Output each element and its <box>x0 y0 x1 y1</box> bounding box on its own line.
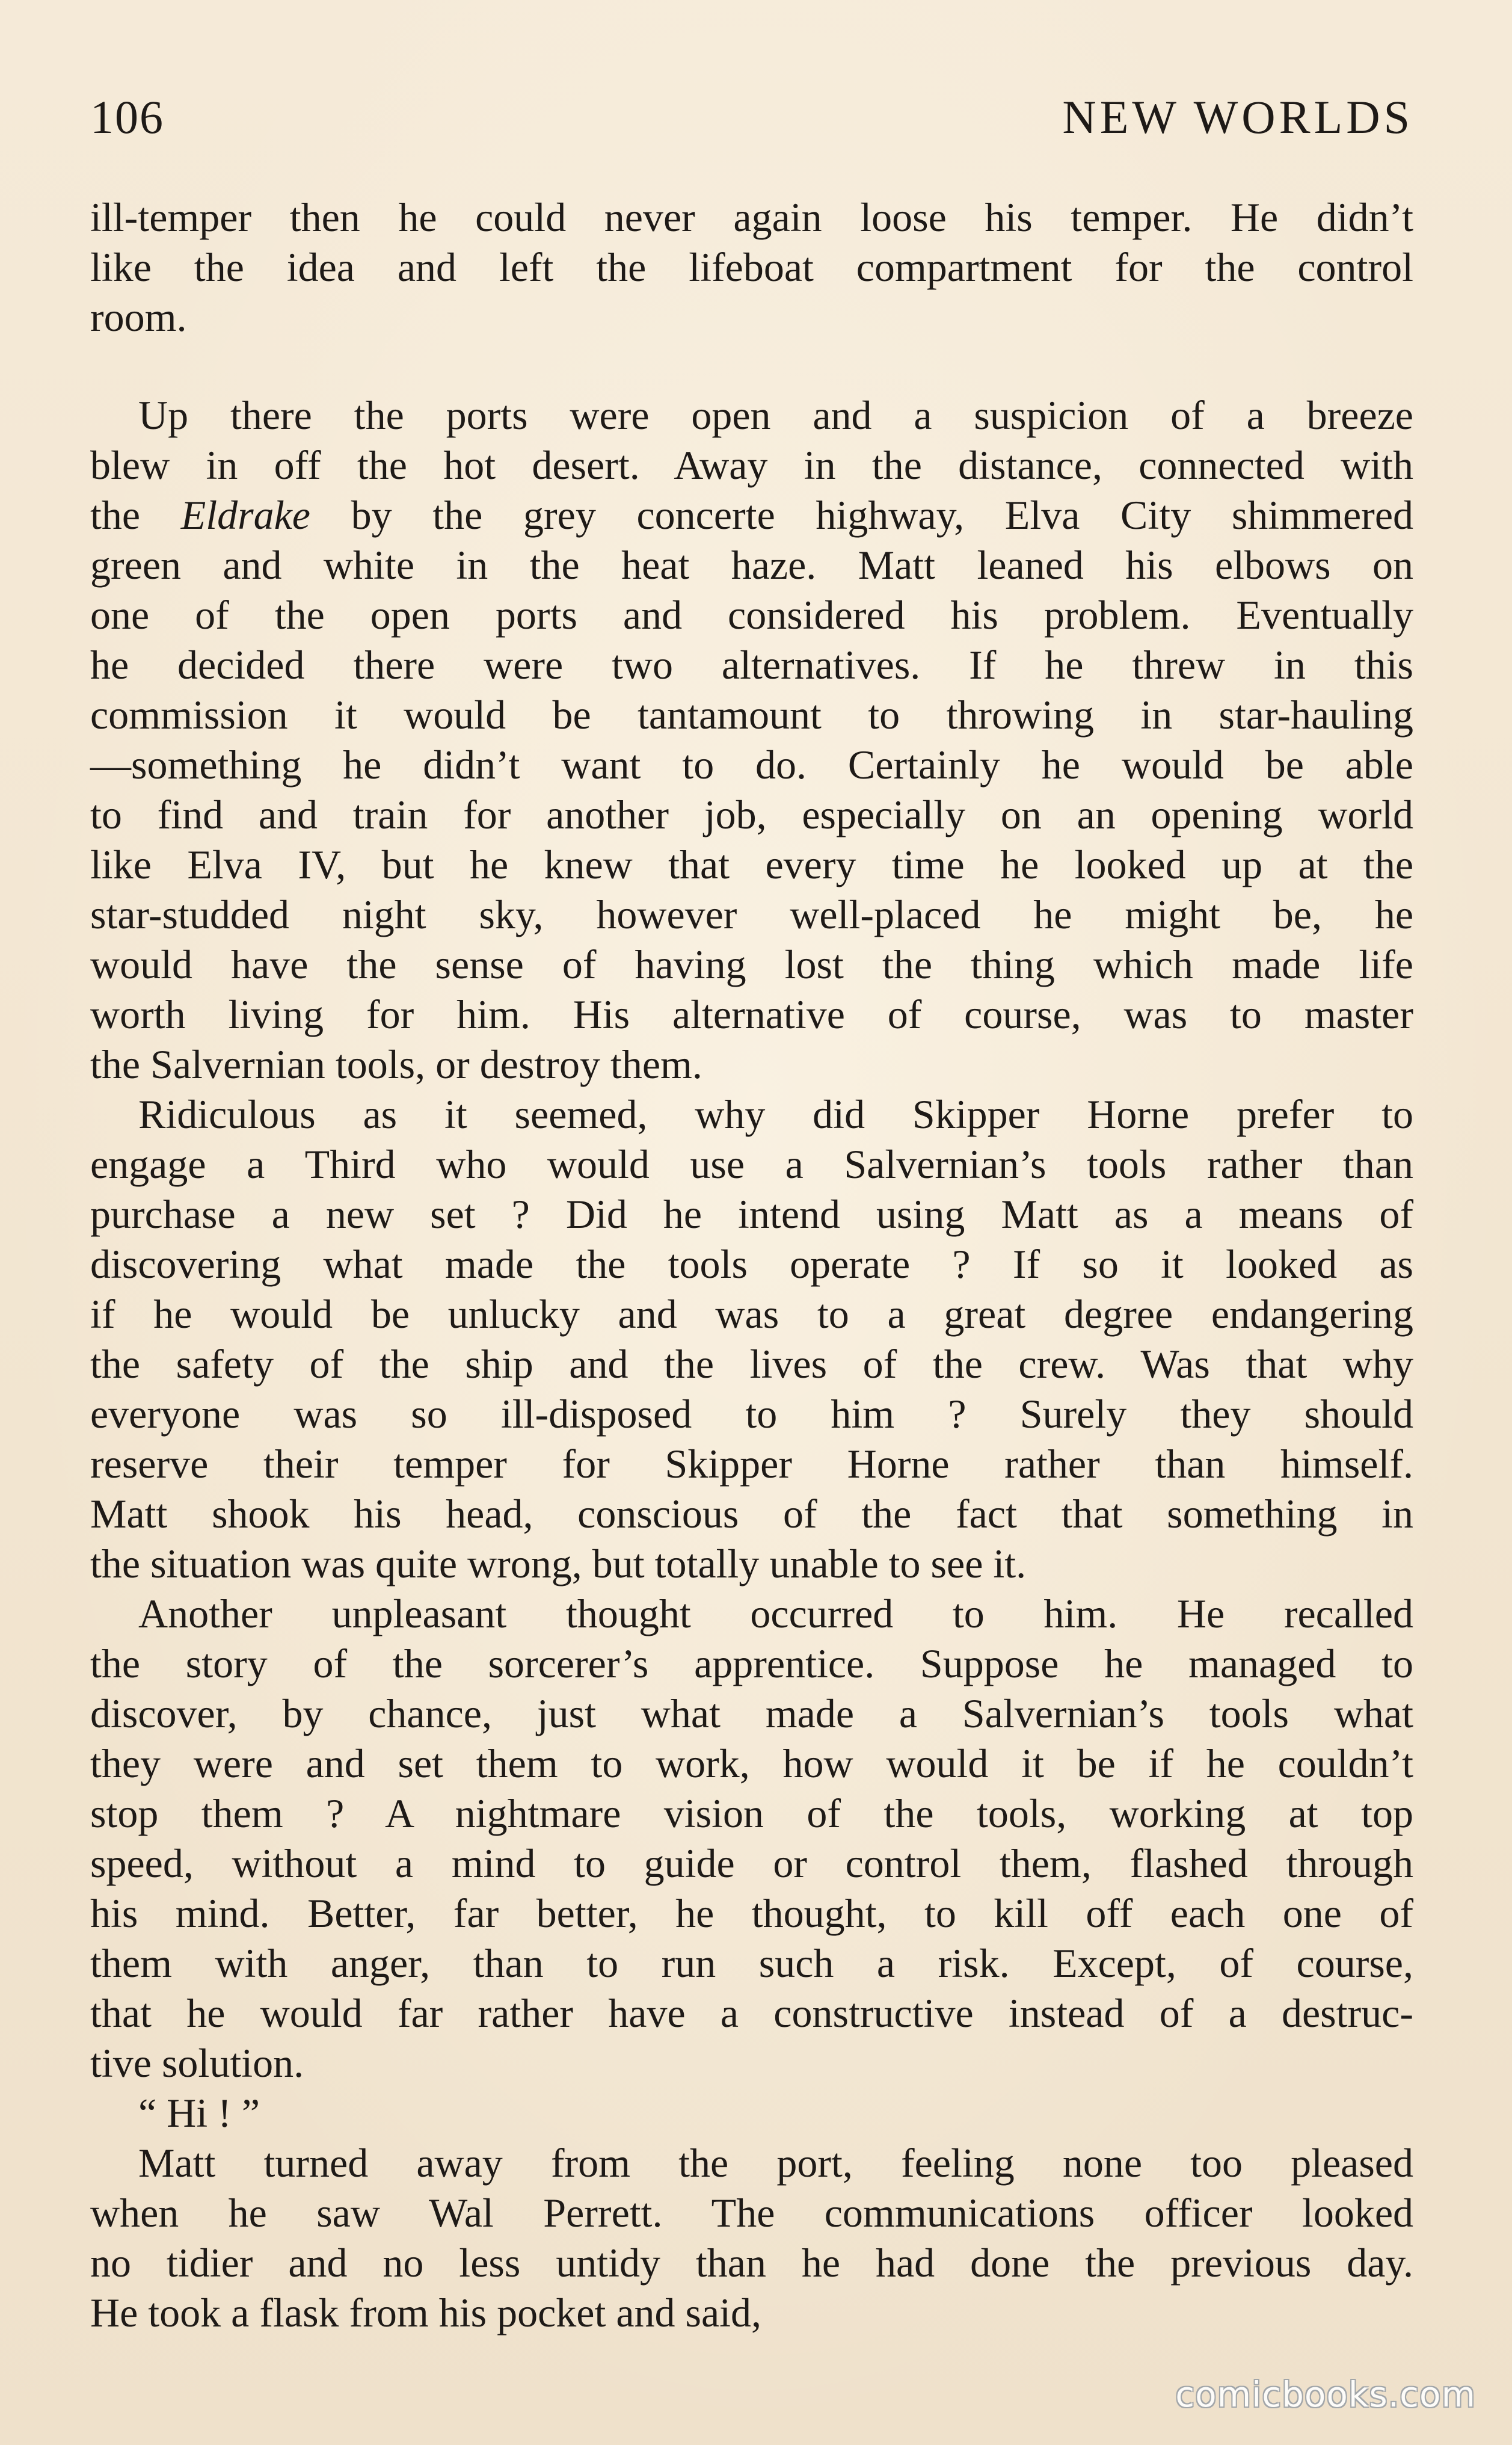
text-line: to find and train for another job, especially on an opening world <box>90 792 1413 837</box>
text-line <box>90 490 1413 540</box>
paragraph <box>90 390 1413 1090</box>
text-line: the Salvernian tools, or destroy them. <box>90 1041 702 1087</box>
watermark: comicbooks.com <box>1175 2374 1476 2415</box>
text-segment: the <box>90 492 181 538</box>
text-line: he decided there were two alternatives. If he threw in this <box>90 642 1413 688</box>
text-line: if he would be unlucky and was to a great degree endangering <box>90 1291 1413 1337</box>
text-line: worth living for him. His alternative of course, was to master <box>90 991 1413 1037</box>
text-line: green and white in the heat haze. Matt leaned his elbows on <box>90 542 1413 588</box>
ship-name: Eldrake <box>180 492 310 538</box>
text-line: one of the open ports and considered his problem. Eventually <box>90 592 1413 638</box>
section-break <box>90 342 1413 390</box>
body-text <box>90 193 1413 2338</box>
text-line: discovering what made the tools operate ? If so it looked as <box>90 1241 1413 1287</box>
text-line: blew in off the hot desert. Away in the distance, connected with <box>90 442 1413 488</box>
text-line: the story of the sorcerer’s apprentice. Suppose he managed to <box>90 1641 1413 1686</box>
text-line: everyone was so ill-disposed to him ? Surely they should <box>90 1391 1413 1437</box>
text-line: when he saw Wal Perrett. The communications officer looked <box>90 2190 1413 2236</box>
page-header <box>90 90 1413 156</box>
text-line: Another unpleasant thought occurred to him. He recalled <box>138 1591 1413 1636</box>
text-line: Up there the ports were open and a suspicion of a breeze <box>138 392 1413 438</box>
running-head: NEW WORLDS <box>1062 91 1413 143</box>
text-line: Matt shook his head, conscious of the fact that something in <box>90 1491 1413 1537</box>
text-line: Matt turned away from the port, feeling none too pleased <box>138 2140 1413 2186</box>
page-number: 106 <box>90 91 164 143</box>
text-line: speed, without a mind to guide or control them, flashed through <box>90 1840 1413 1886</box>
text-line: He took a flask from his pocket and said, <box>90 2290 762 2336</box>
text-line: purchase a new set ? Did he intend using Matt as a means of <box>90 1191 1413 1237</box>
paragraph <box>90 1589 1413 2088</box>
text-segment: by the grey concerte highway, Elva City shimmered <box>310 492 1413 538</box>
text-line: they were and set them to work, how would it be if he couldn’t <box>90 1740 1413 1786</box>
paragraph <box>90 2138 1413 2338</box>
text-line: like Elva IV, but he knew that every time he looked up at the <box>90 842 1413 887</box>
text-line: commission it would be tantamount to throwing in star-hauling <box>90 692 1413 738</box>
text-line: would have the sense of having lost the thing which made life <box>90 942 1413 987</box>
text-line: engage a Third who would use a Salvernian’s tools rather than <box>90 1141 1413 1187</box>
text-line: ill-temper then he could never again loose his temper. He didn’t <box>90 194 1413 240</box>
text-line: the safety of the ship and the lives of the crew. Was that why <box>90 1341 1413 1387</box>
text-line: them with anger, than to run such a risk. Except, of course, <box>90 1940 1413 1986</box>
text-line: room. <box>90 294 187 340</box>
text-line: Ridiculous as it seemed, why did Skipper Horne prefer to <box>138 1091 1413 1137</box>
text-line: star-studded night sky, however well-placed he might be, he <box>90 892 1413 937</box>
text-line: no tidier and no less untidy than he had done the previous day. <box>90 2240 1413 2286</box>
paragraph <box>90 1090 1413 1589</box>
text-line: tive solution. <box>90 2040 304 2086</box>
text-line: —something he didn’t want to do. Certainly he would be able <box>90 742 1413 788</box>
text-line: the situation was quite wrong, but totally unable to see it. <box>90 1541 1027 1586</box>
text-line: that he would far rather have a constructive instead of a destruc- <box>90 1990 1413 2036</box>
text-line: discover, by chance, just what made a Salvernian’s tools what <box>90 1691 1413 1736</box>
paragraph <box>90 2088 1413 2138</box>
text-line: his mind. Better, far better, he thought, to kill off each one of <box>90 1890 1413 1936</box>
text-line: “ Hi ! ” <box>138 2090 260 2136</box>
text-line: reserve their temper for Skipper Horne rather than himself. <box>90 1441 1413 1487</box>
text-line: stop them ? A nightmare vision of the tools, working at top <box>90 1790 1413 1836</box>
paragraph <box>90 193 1413 342</box>
text-line: like the idea and left the lifeboat compartment for the control <box>90 244 1413 290</box>
